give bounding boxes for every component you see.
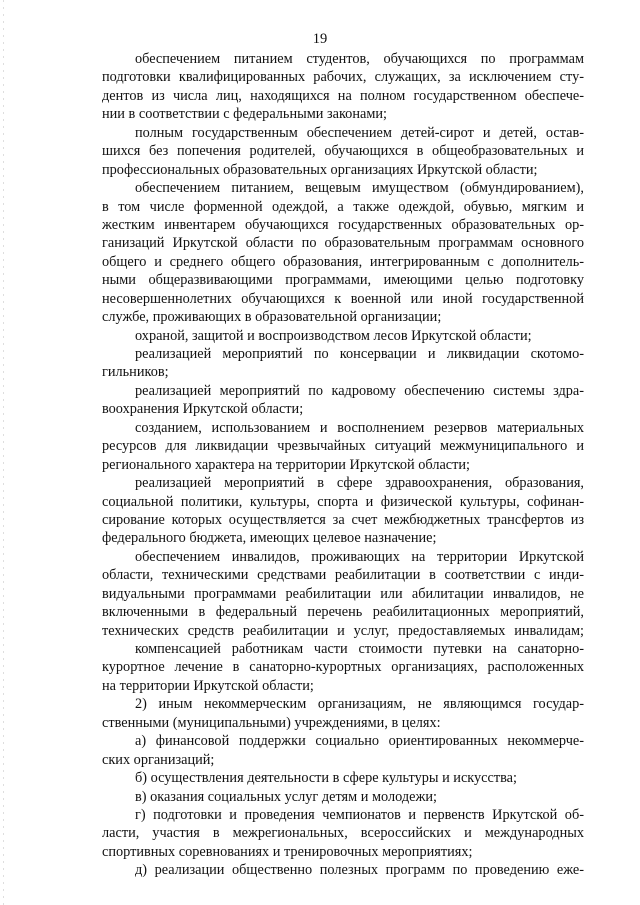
- text-line: д) реализации общественно полезных программ по проведению еже-: [135, 862, 584, 879]
- text-line: курортное лечение в санаторно-курортных организациях, расположенных: [102, 659, 584, 676]
- text-line: гильников;: [102, 364, 169, 381]
- text-line: воохранения Иркутской области;: [102, 401, 304, 418]
- text-line: реализацией мероприятий в сфере здравоохранения, образования,: [135, 475, 584, 492]
- text-line: федерального бюджета, имеющих целевое назначение;: [102, 530, 437, 547]
- text-line: компенсацией работникам части стоимости путевки на санаторно-: [135, 641, 584, 657]
- text-line: жестким инвентарем обучающихся государственных образовательных ор-: [102, 216, 584, 233]
- text-line: несовершеннолетних обучающихся к военной или иной государственной: [102, 290, 584, 307]
- text-line: профессиональных образовательных организациях Иркутской области;: [102, 161, 538, 178]
- text-line: обеспечением питанием студентов, обучающихся по программам: [135, 51, 584, 67]
- text-line: в том числе форменной одеждой, а также одеждой, обувью, мягким и: [102, 198, 584, 215]
- text-line: полным государственным обеспечением детей-сирот и детей, остав-: [135, 124, 584, 141]
- text-line: сирование которых осуществляется за счет межбюджетных трансфертов из: [102, 511, 584, 528]
- text-line: созданием, использованием и восполнением резервов материальных: [135, 419, 584, 436]
- text-line: технических средств реабилитации и услуг, предоставляемых инвалидам;: [102, 622, 584, 639]
- text-line: регионального характера на территории Иркутской области;: [102, 456, 471, 473]
- text-line: спортивных соревнованиях и тренировочных мероприятиях;: [102, 843, 473, 860]
- text-line: области, техническими средствами реабилитации в соответствии с инди-: [102, 567, 584, 584]
- text-line: дентов из числа лиц, находящихся на полном государственном обеспече-: [102, 87, 584, 104]
- text-line: на территории Иркутской области;: [102, 677, 314, 694]
- text-line: ными общеразвивающими программами, имеющими целью подготовку: [102, 272, 584, 289]
- text-line: реализацией мероприятий по консервации и ликвидации скотомо-: [135, 346, 584, 362]
- text-line: ресурсов для ликвидации чрезвычайных ситуаций межмуниципального и: [102, 438, 584, 455]
- text-line: реализацией мероприятий по кадровому обеспечению системы здра-: [135, 382, 584, 399]
- text-line: социальной политики, культуры, спорта и физической культуры, софинан-: [102, 493, 584, 510]
- text-line: ственными (муниципальными) учреждениями, в целях:: [102, 714, 441, 731]
- text-line: ганизаций Иркутской области по образовательным программам основного: [102, 235, 584, 252]
- text-line: обеспечением инвалидов, проживающих на территории Иркутской: [135, 548, 584, 565]
- text-line: г) подготовки и проведения чемпионатов и первенств Иркутской об-: [135, 806, 584, 823]
- text-line: включенными в федеральный перечень реабилитационных мероприятий,: [102, 604, 584, 621]
- page-number: 19: [312, 31, 328, 47]
- text-line: обеспечением питанием, вещевым имуществом (обмундированием),: [135, 180, 584, 197]
- text-line: нии в соответствии с федеральными законами;: [102, 106, 388, 123]
- text-line: общего и среднего общего образования, интегрированным с дополнитель-: [102, 253, 584, 270]
- text-line: ских организаций;: [102, 751, 215, 768]
- text-line: б) осуществления деятельности в сфере культуры и искусства;: [135, 770, 518, 787]
- text-line: ласти, участия в межрегиональных, всероссийских и международных: [102, 825, 584, 842]
- scan-edge: [3, 0, 4, 905]
- text-line: охраной, защитой и воспроизводством лесов Иркутской области;: [135, 327, 532, 344]
- text-line: в) оказания социальных услуг детям и молодежи;: [135, 788, 437, 805]
- text-line: а) финансовой поддержки социально ориентированных некоммерче-: [135, 733, 584, 750]
- text-line: видуальными программами реабилитации или абилитации инвалидов, не: [102, 585, 584, 602]
- body-text: [102, 50, 584, 880]
- text-line: подготовки квалифицированных рабочих, служащих, за исключением сту-: [102, 69, 584, 86]
- text-line: шихся без попечения родителей, обучающихся в общеобразовательных и: [102, 143, 584, 160]
- text-line: службе, проживающих в образовательной организации;: [102, 309, 442, 326]
- text-line: 2) иным некоммерческим организациям, не являющимся государ-: [135, 696, 584, 713]
